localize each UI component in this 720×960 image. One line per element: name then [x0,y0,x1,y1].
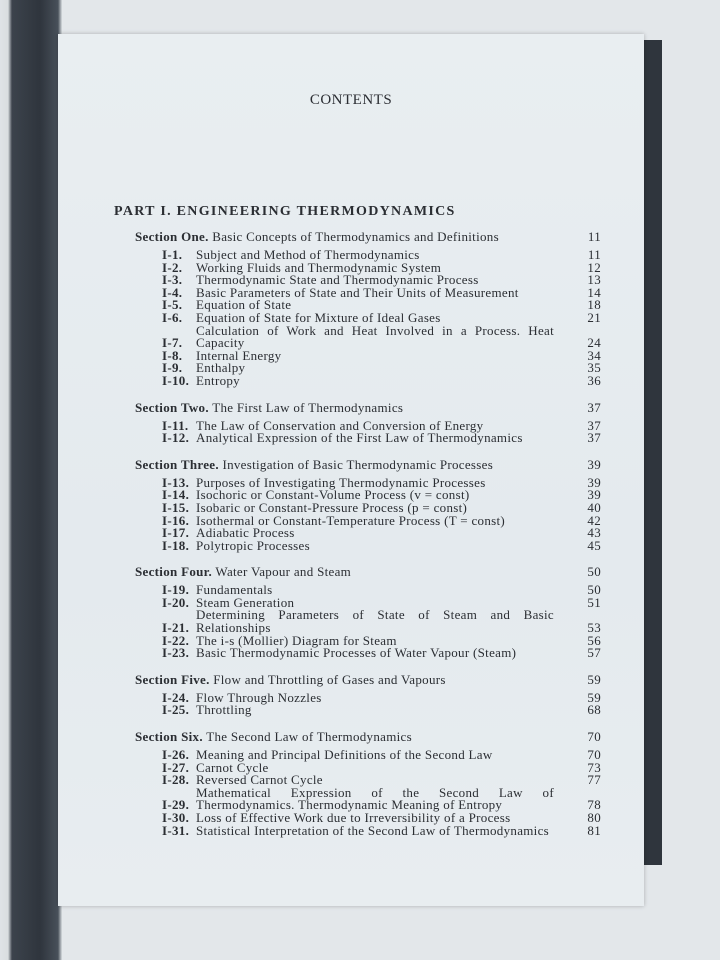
entry-number: I-22. [162,632,190,648]
toc-section [135,730,601,837]
section-name: The Second Law of Thermodynamics [206,729,412,745]
toc-entry [135,609,601,634]
section-label: Section Four. [135,564,213,580]
section-heading [135,673,601,687]
entry-number: I-4. [162,284,183,300]
section-title [135,230,499,244]
toc-entry [135,537,601,553]
toc-entry [135,322,601,351]
book-cover-left [0,0,62,960]
section-heading [135,401,601,415]
entry-number: I-5. [162,297,183,313]
entry-number: I-2. [162,259,183,275]
section-entries [135,474,601,553]
entry-page-number: 73 [587,759,601,775]
entry-title: Subject and Method of Thermodynamics [196,247,420,262]
entry-page-number: 21 [587,309,601,325]
section-title [135,565,351,579]
entry-page-number: 57 [587,645,601,661]
entry-page-number: 81 [587,822,601,838]
entry-title: Isobaric or Constant-Pressure Process (p = const) [196,499,468,515]
section-name: Water Vapour and Steam [215,564,352,580]
entry-number: I-30. [162,810,190,825]
section-heading [135,230,601,244]
entry-page-number: 39 [587,487,601,503]
entry-page-number: 42 [587,512,601,528]
entry-title: Purposes of Investigating Thermodynamic Processes [196,474,486,490]
entry-number: I-7. [162,335,183,351]
entry-title: Determining Parameters of State of Steam and Basic Relationships [196,607,554,636]
section-entries [135,249,601,388]
entry-page-number: 50 [587,582,601,598]
toc-entry [135,822,601,838]
entry-title: Flow Through Nozzles [196,689,322,705]
section-name: Investigation of Basic Thermodynamic Processes [222,456,494,472]
entry-page-number: 80 [587,810,601,825]
entry-number: I-19. [162,582,190,598]
part-heading: PART I. ENGINEERING THERMODYNAMICS [114,204,456,219]
entry-number: I-3. [162,272,183,288]
entry-title: Throttling [196,702,252,718]
entry-title: Isochoric or Constant-Volume Process (v = const) [196,487,470,503]
entry-number: I-23. [162,645,190,661]
entry-page-number: 45 [587,537,601,553]
section-page-number: 39 [587,456,601,472]
section-heading [135,458,601,472]
entry-number: I-11. [162,417,189,433]
entry-page-number: 40 [587,499,601,515]
section-label: Section Three. [135,456,219,472]
entry-title: Carnot Cycle [196,759,269,775]
entry-number: I-24. [162,689,190,705]
section-page-number: 59 [587,671,601,687]
section-label: Section Six. [135,729,203,745]
section-title [135,458,493,472]
entry-number: I-16. [162,512,190,528]
toc-entry [135,704,601,717]
entry-title: Analytical Expression of the First Law of Thermodynamics [196,430,523,446]
entry-title: Internal Energy [196,347,282,363]
entry-page-number: 36 [587,372,601,388]
section-entries [135,584,601,660]
entry-number: I-18. [162,537,190,553]
section-heading [135,730,601,744]
book-page [58,34,644,906]
entry-number: I-26. [162,747,190,763]
entry-page-number: 51 [587,594,601,610]
entry-page-number: 37 [587,430,601,446]
entry-page-number: 77 [587,772,601,788]
entry-number: I-8. [162,347,183,363]
entry-number: I-1. [162,247,183,262]
section-page-number: 70 [587,729,601,745]
entry-page-number: 34 [587,347,601,363]
entry-number: I-14. [162,487,190,503]
section-title [135,730,412,744]
entry-title: Working Fluids and Thermodynamic System [196,259,442,275]
section-label: Section Two. [135,399,209,415]
entry-page-number: 39 [587,474,601,490]
toc-section [135,565,601,660]
section-name: The First Law of Thermodynamics [212,399,404,415]
entry-title: Calculation of Work and Heat Involved in a Process. Heat Capacity [196,322,554,351]
table-of-contents [135,230,601,837]
section-page-number: 50 [587,564,601,580]
section-label: Section Five. [135,671,210,687]
entry-title: Equation of State for Mixture of Ideal Gases [196,309,441,325]
entry-title: Steam Generation [196,594,295,610]
entry-title: Basic Thermodynamic Processes of Water Vapour (Steam) [196,645,517,661]
section-entries [135,417,601,446]
entry-number: I-21. [162,620,190,636]
entry-number: I-29. [162,797,190,813]
toc-section [135,401,601,445]
section-label: Section One. [135,229,209,244]
entry-number: I-6. [162,309,183,325]
section-entries [135,749,601,837]
entry-page-number: 56 [587,632,601,648]
entry-page-number: 43 [587,525,601,541]
entry-page-number: 12 [587,259,601,275]
entry-title: The i-s (Mollier) Diagram for Steam [196,632,397,648]
entry-title: Polytropic Processes [196,537,310,553]
entry-number: I-28. [162,772,190,788]
entry-title: Adiabatic Process [196,525,295,541]
entry-page-number: 35 [587,360,601,376]
toc-entry [135,432,601,445]
entry-number: I-31. [162,822,190,838]
entry-title: Entropy [196,372,240,388]
entry-title: Reversed Carnot Cycle [196,772,323,788]
toc-entry [135,647,601,660]
entry-number: I-20. [162,594,190,610]
entry-page-number: 13 [587,272,601,288]
entry-title: Basic Parameters of State and Their Units of Measurement [196,284,519,300]
entry-number: I-13. [162,474,190,490]
entry-title: Fundamentals [196,582,273,598]
entry-page-number: 70 [587,747,601,763]
entry-title: Equation of State [196,297,292,313]
entry-page-number: 24 [587,335,601,351]
entry-number: I-10. [162,372,190,388]
entry-page-number: 11 [587,247,601,262]
section-page-number: 37 [587,399,601,415]
entry-page-number: 59 [587,689,601,705]
entry-number: I-17. [162,525,190,541]
entry-page-number: 14 [587,284,601,300]
entry-number: I-15. [162,499,190,515]
toc-entry [135,784,601,813]
section-heading [135,565,601,579]
entry-title: Enthalpy [196,360,246,376]
entry-title: Thermodynamic State and Thermodynamic Process [196,272,479,288]
entry-number: I-25. [162,702,190,718]
section-name: Basic Concepts of Thermodynamics and Definitions [212,229,499,244]
entry-title: Loss of Effective Work due to Irreversibility of a Process [196,810,511,825]
section-name: Flow and Throttling of Gases and Vapours [213,671,446,687]
entry-page-number: 78 [587,797,601,813]
entry-number: I-12. [162,430,190,446]
entry-page-number: 53 [587,620,601,636]
section-page-number: 11 [587,229,601,244]
entry-page-number: 37 [587,417,601,433]
entry-title: The Law of Conservation and Conversion of Energy [196,417,484,433]
entry-title: Isothermal or Constant-Temperature Process (T = const) [196,512,506,528]
entry-page-number: 18 [587,297,601,313]
toc-section [135,673,601,717]
entry-title: Statistical Interpretation of the Second Law of Thermodynamics [196,822,550,838]
toc-entry [135,372,601,388]
section-title [135,673,446,687]
entry-page-number: 68 [587,702,601,718]
section-title [135,401,403,415]
entry-title: Mathematical Expression of the Second Law of Thermodynamics. Thermodynamic Meaning of Entropy [196,784,554,813]
entry-number: I-9. [162,360,183,376]
page-title: CONTENTS [309,92,393,108]
toc-section [135,458,601,553]
entry-title: Meaning and Principal Definitions of the Second Law [196,747,493,763]
toc-section [135,230,601,388]
entry-number: I-27. [162,759,190,775]
section-entries [135,689,601,718]
